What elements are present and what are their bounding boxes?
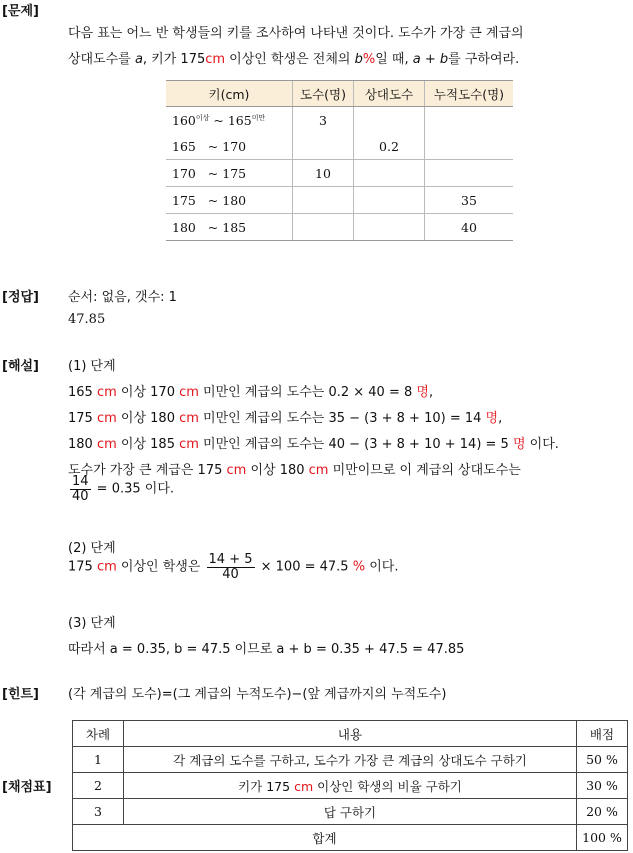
frequency-table xyxy=(166,80,513,241)
table-row xyxy=(166,214,513,241)
rubric-order: 2 xyxy=(73,773,124,799)
rubric-score: 30 % xyxy=(577,773,628,799)
step-3-title: (3) 단계 xyxy=(68,616,116,631)
rubric-label: [채점표] xyxy=(2,780,52,795)
rubric-content: 답 구하기 xyxy=(124,799,577,825)
frequency-cell xyxy=(293,133,354,160)
header-score: 배점 xyxy=(577,721,628,747)
rubric-total-score: 100 % xyxy=(577,825,628,851)
rubric-score: 20 % xyxy=(577,799,628,825)
fraction: $\frac{14}{40}$ xyxy=(72,474,89,504)
answer-label: [정답] xyxy=(2,290,39,305)
class-interval: 180 ~ 185 xyxy=(166,214,293,241)
rubric-total-row xyxy=(73,825,628,851)
hint-text: (각 계급의 도수)=(그 계급의 누적도수)−(앞 계급까지의 누적도수) xyxy=(68,687,447,702)
relative-frequency-cell: 0.2 xyxy=(354,133,425,160)
frequency-cell: 3 xyxy=(293,107,354,134)
step-1-line-2: 175 cm 이상 180 cm 미만인 계급의 도수는 35 − (3 + 8 + 10) = 14 명, xyxy=(68,411,503,426)
answer-line-1: 순서: 없음, 갯수: 1 xyxy=(68,290,177,305)
cumulative-frequency-cell xyxy=(425,107,514,134)
frequency-cell xyxy=(293,187,354,214)
cumulative-frequency-cell: 40 xyxy=(425,214,514,241)
class-interval: 170 ~ 175 xyxy=(166,160,293,187)
table-row xyxy=(73,799,628,825)
class-interval: 165 ~ 170 xyxy=(172,138,247,154)
header-frequency: 도수(명) xyxy=(293,81,354,107)
table-row xyxy=(73,747,628,773)
table-row xyxy=(166,107,513,134)
frequency-cell xyxy=(293,214,354,241)
rubric-score: 50 % xyxy=(577,747,628,773)
hint-label: [힌트] xyxy=(2,687,39,702)
step-1-line-3: 180 cm 이상 185 cm 미만인 계급의 도수는 40 − (3 + 8 + 10 + 14) = 5 명 이다. xyxy=(68,437,559,452)
class-interval: $160^{이상}$ ~ $165^{미만}$ xyxy=(172,112,266,128)
rubric-order: 3 xyxy=(73,799,124,825)
step-2-line: 175 cm 이상인 학생은 $\frac{14 + 5}{40}$ × 100 = 47.5 % 이다. xyxy=(68,552,399,582)
frequency-cell: 10 xyxy=(293,160,354,187)
problem-line-1: 다음 표는 어느 반 학생들의 키를 조사하여 나타낸 것이다. 도수가 가장 큰 계급의 xyxy=(68,26,524,41)
header-height: 키(cm) xyxy=(166,81,293,107)
table-row xyxy=(166,133,513,160)
relative-frequency-cell xyxy=(354,187,425,214)
rubric-content: 각 계급의 도수를 구하고, 도수가 가장 큰 계급의 상대도수 구하기 xyxy=(124,747,577,773)
table-row xyxy=(166,160,513,187)
table-row xyxy=(73,773,628,799)
explanation-label: [해설] xyxy=(2,359,39,374)
class-interval: 175 ~ 180 xyxy=(166,187,293,214)
answer-value: 47.85 xyxy=(68,312,106,327)
problem-label: [문제] xyxy=(2,4,39,19)
cumulative-frequency-cell xyxy=(425,133,514,160)
step-3-line: 따라서 a = 0.35, b = 47.5 이므로 a + b = 0.35 + 47.5 = 47.85 xyxy=(68,642,465,657)
cumulative-frequency-cell: 35 xyxy=(425,187,514,214)
rubric-total-label: 합계 xyxy=(73,825,577,851)
fraction: $\frac{14 + 5}{40}$ xyxy=(208,552,253,582)
problem-line-2: 상대도수를 a, 키가 175cm 이상인 학생은 전체의 b%일 때, a + b를 구하여라. xyxy=(68,52,520,67)
header-cumulative-frequency: 누적도수(명) xyxy=(425,81,514,107)
frequency-table-header xyxy=(166,81,513,107)
rubric-content: 키가 175 cm 이상인 학생의 비율 구하기 xyxy=(124,773,577,799)
header-content: 내용 xyxy=(124,721,577,747)
relative-frequency-cell xyxy=(354,214,425,241)
cumulative-frequency-cell xyxy=(425,160,514,187)
step-1-line-1: 165 cm 이상 170 cm 미만인 계급의 도수는 0.2 × 40 = 8 명, xyxy=(68,385,434,400)
relative-frequency-cell xyxy=(354,107,425,134)
rubric-header xyxy=(73,721,628,747)
step-1-line-5: $\frac{14}{40}$ = 0.35 이다. xyxy=(72,474,175,504)
header-order: 차례 xyxy=(73,721,124,747)
header-relative-frequency: 상대도수 xyxy=(354,81,425,107)
step-2-title: (2) 단계 xyxy=(68,541,116,556)
step-1-line-4: 도수가 가장 큰 계급은 175 cm 이상 180 cm 미만이므로 이 계급의 상대도수는 xyxy=(68,463,521,478)
rubric-table xyxy=(72,720,628,851)
table-row xyxy=(166,187,513,214)
step-1-title: (1) 단계 xyxy=(68,359,116,374)
relative-frequency-cell xyxy=(354,160,425,187)
rubric-order: 1 xyxy=(73,747,124,773)
